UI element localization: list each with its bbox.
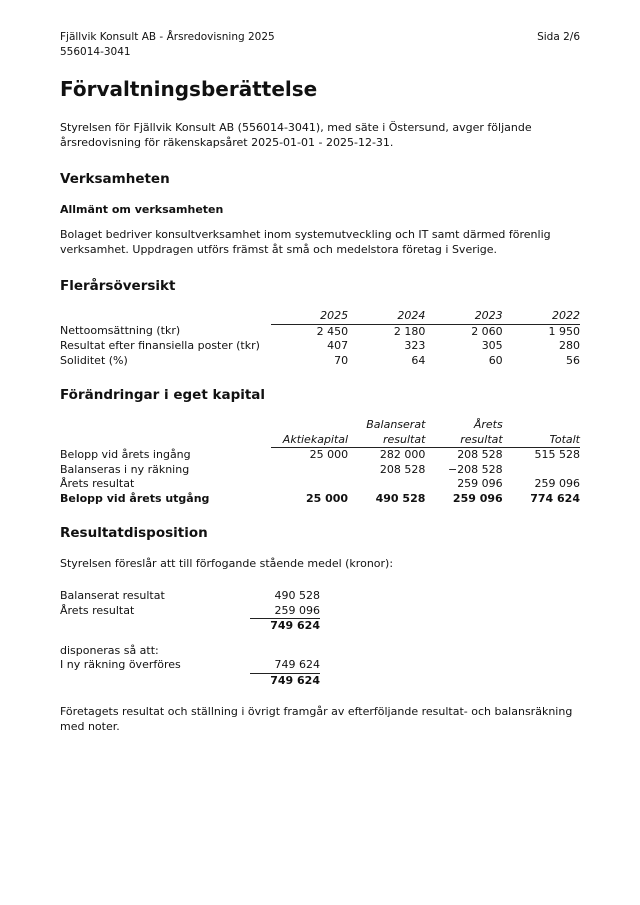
closing-paragraph: Företagets resultat och ställning i övrigt framgår av efterföljande resultat- och balansräkning med noter.: [60, 705, 573, 733]
cell-value: 749 624: [274, 658, 320, 671]
cell-value: 60: [488, 353, 503, 367]
intro-paragraph: Styrelsen för Fjällvik Konsult AB (556014-3041), med säte i Östersund, avger följande årsredovisning för räkenskapsåret 2025-01-01 - 2025-12-31.: [60, 121, 532, 149]
cell-value: 305: [481, 339, 503, 352]
table-row: [60, 324, 580, 339]
row-label: Belopp vid årets utgång: [60, 491, 210, 505]
spacer-row: [60, 634, 320, 644]
cell-value: 70: [334, 353, 349, 367]
cell-value: 25 000: [305, 491, 349, 505]
cell-value: 282 000: [379, 448, 426, 461]
verksamheten-paragraph: Bolaget bedriver konsultverksamhet inom systemutveckling och IT samt därmed förenlig verksamhet. Uppdragen utförs främst åt små och medelstora företag i Sverige.: [60, 228, 551, 256]
row-label: I ny räkning överföres: [60, 658, 181, 672]
cell-value: 259 096: [274, 603, 320, 617]
table-row-sum: [60, 673, 320, 688]
table-row-sum: [60, 619, 320, 634]
column-header: resultat: [348, 433, 425, 448]
main-content: [60, 76, 580, 734]
cell-value: 259 096: [534, 477, 580, 490]
section-heading-flerars: Flerårsöversikt: [60, 278, 176, 294]
cell-value: 259 096: [457, 477, 503, 490]
equity-header-row-2: [60, 433, 580, 448]
subheading-allmant: Allmänt om verksamheten: [60, 203, 224, 216]
disponeras-label: disponeras så att:: [60, 643, 159, 657]
section-heading-eget-kapital: Förändringar i eget kapital: [60, 387, 266, 403]
column-header: Totalt: [503, 433, 580, 448]
table-row: [60, 354, 580, 369]
row-label: Balanserat resultat: [60, 589, 165, 602]
cell-value: 1 950: [548, 324, 580, 338]
column-header: Årets: [473, 418, 503, 431]
multi-year-header-row: [60, 309, 580, 324]
sum-value: 749 624: [250, 619, 320, 634]
cell-value: 208 528: [457, 448, 503, 461]
cell-value: 774 624: [530, 491, 580, 505]
cell-value: 2 060: [471, 324, 503, 338]
table-row-total: [60, 492, 580, 507]
table-row: [60, 477, 580, 492]
cell-value: 280: [559, 339, 580, 352]
year-header: 2023: [425, 309, 502, 324]
table-row: [60, 339, 580, 354]
row-label: Soliditet (%): [60, 353, 128, 367]
row-label: Årets resultat: [60, 477, 135, 490]
section-heading-disposition: Resultatdisposition: [60, 525, 208, 541]
cell-value: −208 528: [447, 462, 503, 476]
cell-value: [348, 477, 425, 492]
cell-value: 64: [411, 353, 426, 367]
cell-value: 208 528: [379, 462, 426, 476]
column-header: [503, 418, 580, 433]
cell-value: 490 528: [274, 589, 320, 602]
equity-table: [60, 418, 580, 506]
page-title: Förvaltningsberättelse: [60, 77, 318, 101]
table-row: [60, 448, 580, 463]
row-label: Resultat efter finansiella poster (tkr): [60, 339, 260, 352]
page-header: [60, 30, 580, 60]
table-row: [60, 604, 320, 619]
multi-year-table: [60, 309, 580, 368]
table-row: [60, 658, 320, 673]
year-header: 2024: [348, 309, 425, 324]
cell-value: [271, 477, 348, 492]
column-header: Aktiekapital: [271, 433, 348, 448]
page-number: Sida 2/6: [537, 31, 580, 43]
header-company-title: Fjällvik Konsult AB - Årsredovisning 2025: [60, 31, 275, 43]
section-heading-verksamheten: Verksamheten: [60, 171, 170, 187]
cell-value: 2 180: [393, 324, 426, 338]
table-row: [60, 463, 580, 478]
cell-value: [503, 463, 580, 478]
cell-value: 259 096: [452, 491, 503, 505]
year-header: 2022: [503, 309, 580, 324]
table-row: [60, 644, 320, 659]
column-header: [271, 418, 348, 433]
row-label: Balanseras i ny räkning: [60, 462, 190, 476]
sum-value: 749 624: [250, 673, 320, 688]
row-label: Belopp vid årets ingång: [60, 447, 191, 461]
header-org-number: 556014-3041: [60, 46, 131, 58]
column-header: resultat: [425, 433, 502, 448]
cell-value: 2 450: [316, 324, 349, 338]
cell-value: [271, 463, 348, 478]
table-row: [60, 589, 320, 604]
row-label: Årets resultat: [60, 603, 135, 617]
cell-value: 515 528: [534, 448, 580, 461]
disposition-intro: Styrelsen föreslår att till förfogande stående medel (kronor):: [60, 557, 394, 570]
cell-value: 490 528: [375, 491, 426, 505]
year-header: 2025: [271, 309, 348, 324]
column-header: Balanserat: [366, 418, 426, 431]
cell-value: 56: [566, 353, 580, 367]
row-label: Nettoomsättning (tkr): [60, 324, 181, 338]
disposition-table: [60, 589, 320, 688]
cell-value: 25 000: [309, 448, 349, 461]
cell-value: 407: [327, 339, 349, 352]
cell-value: 323: [404, 339, 426, 352]
equity-header-row-1: [60, 418, 580, 433]
